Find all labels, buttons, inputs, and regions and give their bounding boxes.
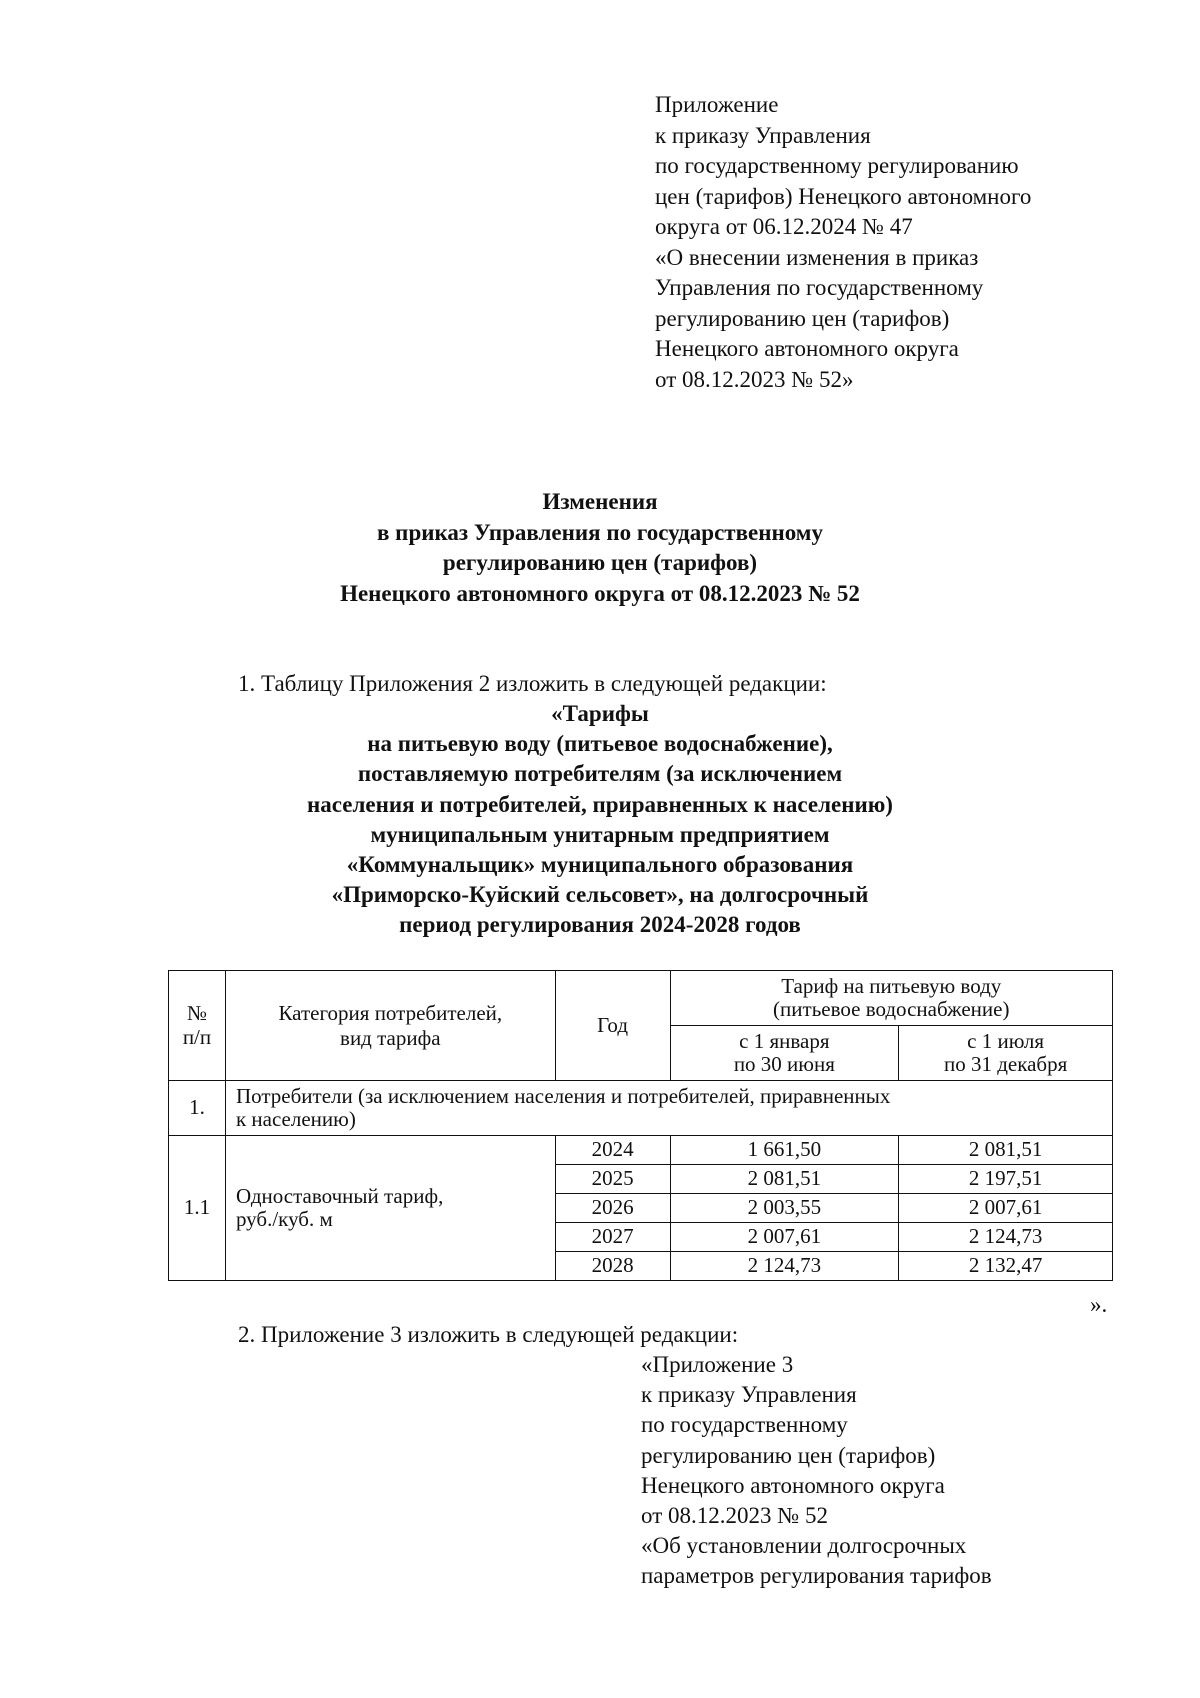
tariffs-title	[0, 699, 1200, 941]
header-category-line: Категория потребителей,	[278, 1000, 503, 1025]
tariff-h1-cell: 2 081,51	[670, 1165, 899, 1194]
tariff-h2-cell: 2 132,47	[899, 1252, 1113, 1281]
header-period-line: по 30 июня	[733, 1052, 835, 1076]
header-period-line: с 1 января	[739, 1028, 830, 1053]
annex-3-line: от 08.12.2023 № 52	[641, 1503, 828, 1529]
tariff-h1-cell: 2 003,55	[670, 1194, 899, 1223]
header-period-line: с 1 июля	[967, 1028, 1045, 1053]
header-tariff-cell	[670, 971, 1113, 1026]
annex-3-line: регулированию цен (тарифов)	[641, 1442, 936, 1468]
tariffs-title-line: «Тарифы	[551, 701, 649, 726]
table-row	[169, 1136, 1113, 1165]
item-2-paragraph: 2. Приложение 3 изложить в следующей редакции:	[238, 1322, 739, 1347]
section-text-line: к населению)	[235, 1107, 356, 1131]
annex-3-line: «Об установлении долгосрочных	[641, 1533, 967, 1559]
tariff-h2-cell: 2 124,73	[899, 1223, 1113, 1252]
tariff-h2-cell: 2 007,61	[899, 1194, 1113, 1223]
header-num-line: №	[186, 1001, 207, 1025]
group-category-cell	[225, 1136, 555, 1281]
tariffs-title-line: населения и потребителей, приравненных к населению)	[307, 791, 893, 817]
group-num-cell: 1.1	[169, 1136, 226, 1281]
header-tariff-line: (питьевое водоснабжение)	[773, 997, 1010, 1021]
header-category-line: вид тарифа	[340, 1025, 441, 1050]
annex-3-line: параметров регулирования тарифов	[641, 1563, 992, 1589]
section-text-cell	[225, 1081, 1112, 1136]
tariff-h1-cell: 2 007,61	[670, 1223, 899, 1252]
header-year-cell: Год	[555, 971, 670, 1081]
tariff-h1-cell: 1 661,50	[670, 1136, 899, 1165]
section-text-line: Потребители (за исключением населения и потребителей, приравненных	[235, 1083, 891, 1108]
annex-line: цен (тарифов) Ненецкого автономного	[655, 183, 1032, 209]
year-cell: 2024	[555, 1136, 670, 1165]
header-num-line: п/п	[182, 1024, 212, 1049]
annex-line: Приложение	[655, 92, 779, 117]
changes-title-line: Изменения	[542, 489, 658, 514]
header-period-1-cell	[670, 1026, 899, 1081]
tariff-table	[168, 970, 1113, 1281]
header-period-line: по 31 декабря	[943, 1052, 1068, 1076]
header-category-cell	[225, 971, 555, 1081]
tariff-h1-cell: 2 124,73	[670, 1252, 899, 1281]
year-cell: 2027	[555, 1223, 670, 1252]
tariffs-title-line: «Коммунальщик» муниципального образования	[346, 852, 854, 878]
header-num-cell	[169, 971, 226, 1081]
changes-title-line: Ненецкого автономного округа от 08.12.2023 № 52	[340, 580, 860, 606]
table-header-row	[169, 971, 1113, 1026]
year-cell: 2026	[555, 1194, 670, 1223]
annex-line: к приказу Управления	[655, 122, 871, 148]
year-cell: 2025	[555, 1165, 670, 1194]
tariffs-title-line: «Приморско-Куйский сельсовет», на долгосрочный	[331, 882, 869, 908]
annex-3-line: «Приложение 3	[641, 1352, 794, 1377]
changes-title	[0, 487, 1200, 609]
annex-line: Ненецкого автономного округа	[655, 336, 959, 361]
tariff-h2-cell: 2 197,51	[899, 1165, 1113, 1194]
group-category-line: Одноставочный тариф,	[235, 1183, 444, 1208]
changes-title-line: в приказ Управления по государственному	[377, 519, 823, 545]
annex-header-block	[655, 90, 1031, 395]
annex-line: «О внесении изменения в приказ	[655, 244, 979, 270]
tariffs-title-line: период регулирования 2024-2028 годов	[399, 912, 801, 938]
section-num-cell: 1.	[169, 1081, 226, 1136]
section-row	[169, 1081, 1113, 1136]
annex-3-header-block	[641, 1350, 992, 1592]
header-tariff-line: Тариф на питьевую воду	[781, 973, 1002, 998]
group-category-line: руб./куб. м	[235, 1207, 333, 1231]
header-period-2-cell	[899, 1026, 1113, 1081]
annex-3-line: к приказу Управления	[641, 1382, 857, 1408]
annex-line: по государственному регулированию	[655, 153, 1019, 178]
tariff-h2-cell: 2 081,51	[899, 1136, 1113, 1165]
tariffs-title-line: на питьевую воду (питьевое водоснабжение),	[367, 731, 833, 757]
annex-line: округа от 06.12.2024 № 47	[655, 214, 913, 239]
annex-line: от 08.12.2023 № 52»	[655, 366, 854, 392]
year-cell: 2028	[555, 1252, 670, 1281]
annex-3-line: по государственному	[641, 1412, 848, 1438]
annex-line: регулированию цен (тарифов)	[655, 305, 950, 331]
annex-3-line: Ненецкого автономного округа	[641, 1472, 945, 1498]
item-1-paragraph: 1. Таблицу Приложения 2 изложить в следующей редакции:	[238, 671, 827, 696]
tariffs-title-line: поставляемую потребителям (за исключением	[357, 761, 843, 787]
changes-title-line: регулированию цен (тарифов)	[442, 550, 758, 575]
closing-quote: ».	[1090, 1292, 1108, 1317]
tariffs-title-line: муниципальным унитарным предприятием	[370, 821, 830, 847]
annex-line: Управления по государственному	[655, 275, 984, 300]
